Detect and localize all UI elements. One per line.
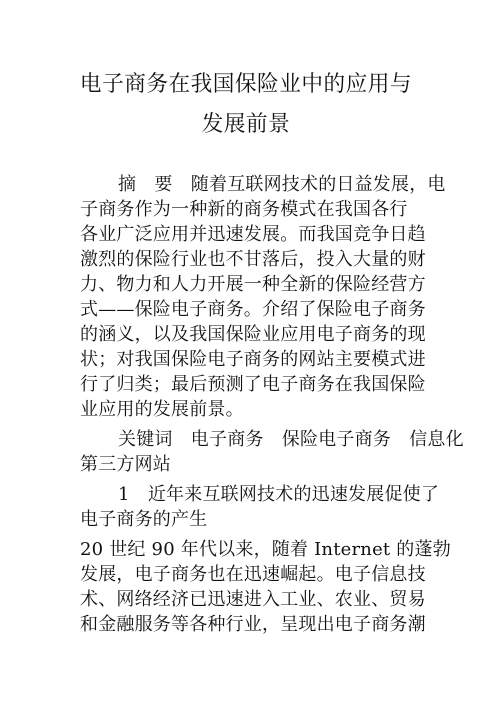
- body-line: 20 世纪 90 年代以来，随着 Internet 的蓬勃: [80, 539, 451, 560]
- keywords-line: 关键词 电子商务 保险电子商务 信息化: [118, 429, 464, 450]
- abstract-line: 状；对我国保险电子商务的网站主要模式进: [80, 349, 426, 370]
- keywords-line: 第三方网站: [80, 454, 171, 475]
- abstract-line: 行了归类；最后预测了电子商务在我国保险: [80, 374, 426, 395]
- title-line-2: 发展前景: [201, 112, 291, 137]
- abstract-line: 的涵义，以及我国保险业应用电子商务的现: [80, 324, 426, 345]
- abstract-line: 激烈的保险行业也不甘落后，投入大量的财: [80, 249, 426, 270]
- body-line: 和金融服务等各种行业，呈现出电子商务潮: [80, 614, 426, 635]
- title-line-1: 电子商务在我国保险业中的应用与: [79, 72, 413, 97]
- abstract-line: 摘 要 随着互联网技术的日益发展，电: [118, 174, 446, 195]
- section-heading-line: 电子商务的产生: [80, 509, 208, 530]
- section-heading-line: 1 近年来互联网技术的迅速发展促使了: [118, 484, 440, 505]
- abstract-line: 各业广泛应用并迅速发展。而我国竞争日趋: [80, 224, 426, 245]
- abstract-line: 式——保险电子商务。介绍了保险电子商务: [80, 299, 426, 320]
- body-line: 发展，电子商务也在迅速崛起。电子信息技: [80, 564, 426, 585]
- abstract-line: 子商务作为一种新的商务模式在我国各行: [80, 199, 408, 220]
- body-line: 术、网络经济已迅速进入工业、农业、贸易: [80, 589, 426, 610]
- abstract-line: 业应用的发展前景。: [80, 399, 244, 420]
- abstract-line: 力、物力和人力开展一种全新的保险经营方: [80, 274, 426, 295]
